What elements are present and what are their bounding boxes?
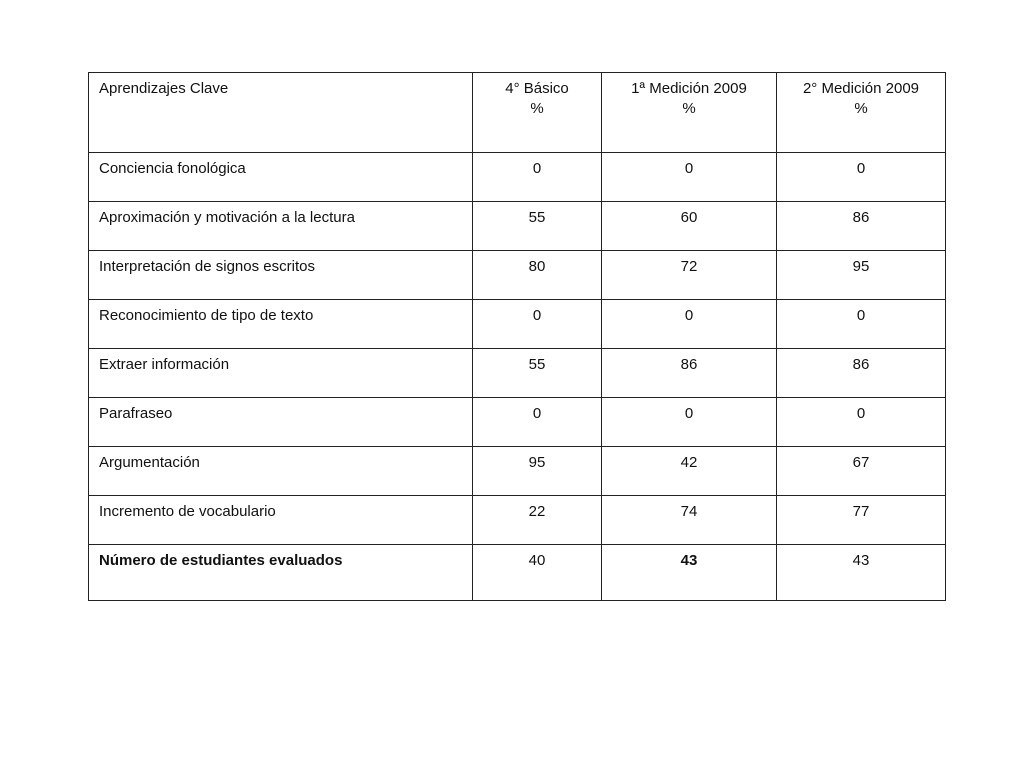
cell-2-medicion: 0: [777, 398, 946, 447]
cell-4-basico: 0: [473, 153, 602, 202]
cell-1-medicion: 86: [602, 349, 777, 398]
cell-4-basico: 80: [473, 251, 602, 300]
header-col-2-medicion: [777, 73, 946, 153]
cell-4-basico: 55: [473, 349, 602, 398]
cell-1-medicion: 74: [602, 496, 777, 545]
row-label: Parafraseo: [89, 398, 473, 447]
cell-1-medicion: 72: [602, 251, 777, 300]
table-row: [89, 300, 946, 349]
header-col-1-medicion: [602, 73, 777, 153]
cell-2-medicion: 0: [777, 300, 946, 349]
cell-1-medicion: 0: [602, 153, 777, 202]
cell-2-medicion: 86: [777, 349, 946, 398]
cell-4-basico: 0: [473, 300, 602, 349]
header-col-unit: %: [854, 100, 868, 117]
cell-1-medicion: 0: [602, 398, 777, 447]
cell-2-medicion: 95: [777, 251, 946, 300]
header-col-4-basico: [473, 73, 602, 153]
row-label: Aproximación y motivación a la lectura: [89, 202, 473, 251]
footer-cell-1-medicion: 43: [602, 545, 777, 601]
row-label: Reconocimiento de tipo de texto: [89, 300, 473, 349]
row-label: Conciencia fonológica: [89, 153, 473, 202]
cell-2-medicion: 77: [777, 496, 946, 545]
results-table: [88, 72, 946, 601]
footer-cell-4-basico: 40: [473, 545, 602, 601]
cell-1-medicion: 60: [602, 202, 777, 251]
table-header-row: [89, 73, 946, 153]
row-label: Argumentación: [89, 447, 473, 496]
row-label: Interpretación de signos escritos: [89, 251, 473, 300]
cell-2-medicion: 67: [777, 447, 946, 496]
table-row: [89, 496, 946, 545]
table-row: [89, 251, 946, 300]
table-row: [89, 349, 946, 398]
cell-1-medicion: 42: [602, 447, 777, 496]
cell-4-basico: 55: [473, 202, 602, 251]
cell-2-medicion: 0: [777, 153, 946, 202]
row-label: Incremento de vocabulario: [89, 496, 473, 545]
cell-2-medicion: 86: [777, 202, 946, 251]
table-footer-row: [89, 545, 946, 601]
table-row: [89, 398, 946, 447]
header-col-unit: %: [530, 100, 544, 117]
header-col-title: 2° Medición 2009: [802, 80, 920, 97]
cell-4-basico: 95: [473, 447, 602, 496]
header-label-cell: [89, 73, 473, 153]
header-label: Aprendizajes Clave: [99, 80, 229, 97]
footer-label: Número de estudiantes evaluados: [89, 545, 473, 601]
header-col-unit: %: [682, 100, 696, 117]
cell-4-basico: 0: [473, 398, 602, 447]
table-row: [89, 447, 946, 496]
cell-1-medicion: 0: [602, 300, 777, 349]
header-col-title: 1ª Medición 2009: [631, 80, 747, 97]
table-row: [89, 202, 946, 251]
cell-4-basico: 22: [473, 496, 602, 545]
row-label: Extraer información: [89, 349, 473, 398]
footer-cell-2-medicion: 43: [777, 545, 946, 601]
header-col-title: 4° Básico: [505, 80, 569, 97]
table-row: [89, 153, 946, 202]
